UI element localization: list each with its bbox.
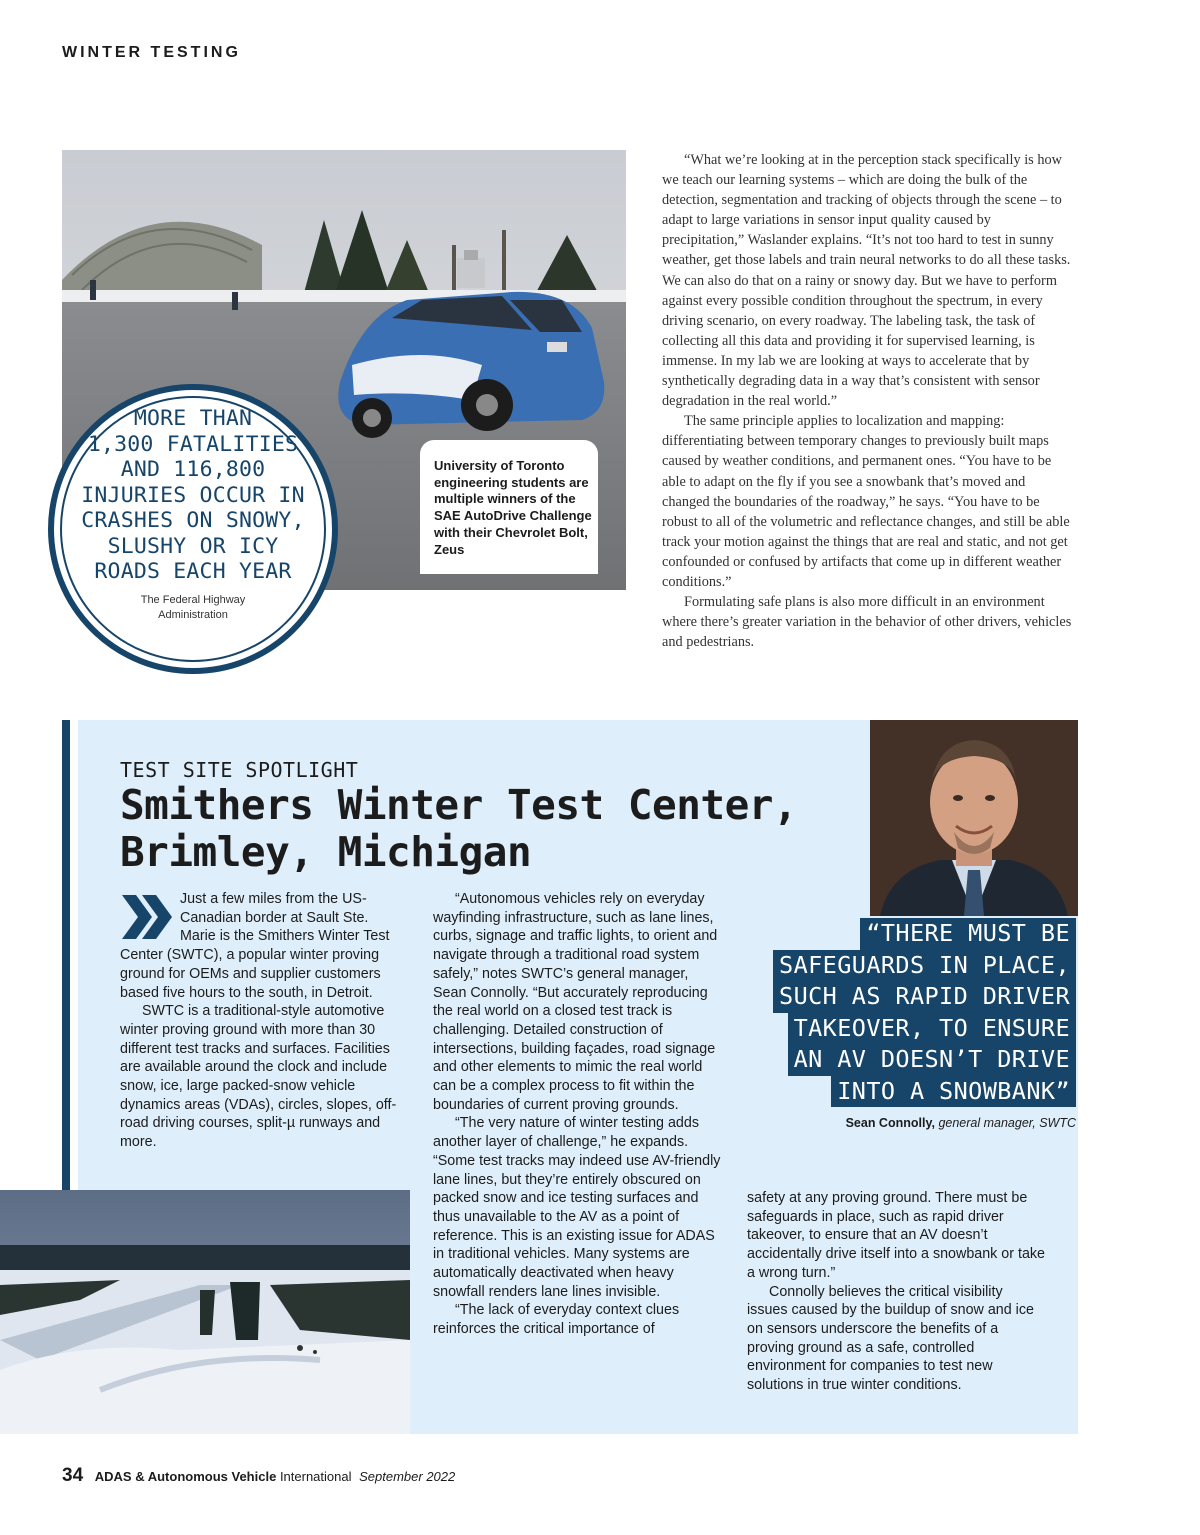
paragraph: “What we’re looking at in the perception stack specifically is how we teach our learning systems – which are doing the bulk of the detection, segmentation and tracking of objects through the scene – to adapt to large variations in sensor input quality caused by precipitation,” Waslander explains. “It’s not too hard to test in sunny weather, get those labels and train neural networks to do all these tasks. We can also do that on a rainy or snowy day. But we have to perform against every possible condition throughout the spectrum, in every driving scenario, on every roadway. The labeling task, the task of collecting all this data and providing it for supervised learning, is immense. In my lab we are looking at ways to accelerate that by synthetically degrading data in a way that’s consistent with sensor degradation in the real world.” — [662, 152, 1071, 410]
paragraph: The same principle applies to localization and mapping: differentiating between temporary changes to previously built maps caused by weather conditions, and permanent ones. “You have to be able to adapt on the fly if you see a snowbank that’s moved and changed the boundaries of the roadway,” he says. “You have to be robust to all of the volumetric and reflectance changes, and still be able track your motion against the things that are real and static, and not get confounded or confused by artifacts that come up in different weather conditions.” — [662, 413, 1070, 590]
stat-callout-text — [64, 406, 322, 585]
paragraph: “The lack of everyday context clues reinforces the critical importance of — [433, 1302, 680, 1338]
spotlight-column-3 — [747, 1189, 1047, 1395]
publication-name: ADAS & Autonomous Vehicle — [94, 1469, 277, 1484]
stat-source: The Federal Highway Administration — [140, 594, 246, 621]
publication-suffix: International — [279, 1469, 352, 1484]
photo-caption-box — [420, 440, 598, 574]
section-header: WINTER TESTING — [62, 44, 241, 61]
spotlight-headline — [120, 782, 840, 876]
pull-quote-line: AN AV DOESN’T DRIVE — [788, 1044, 1076, 1076]
paragraph: Formulating safe plans is also more difficult in an environment where there’s greater variation in the behavior of other drivers, vehicles and pedestrians. — [662, 594, 1072, 651]
article-column-top — [662, 150, 1076, 652]
spotlight-kicker: TEST SITE SPOTLIGHT — [120, 758, 359, 782]
pull-quote — [773, 918, 1076, 1107]
headline-line: Smithers Winter Test Center, — [120, 781, 798, 829]
spotlight-column-1 — [120, 890, 398, 1152]
stat-line: SLUSHY OR ICY — [107, 533, 279, 559]
stat-line: ROADS EACH YEAR — [94, 559, 292, 584]
page-footer — [62, 1465, 455, 1487]
quote-attribution — [846, 1116, 1076, 1130]
page-number: 34 — [62, 1465, 84, 1486]
paragraph: Connolly believes the critical visibility issues caused by the buildup of snow and ice on sensors underscore the benefits of a proving ground as a safe, controlled environment for companies to test new solutions in true winter conditions. — [747, 1283, 1034, 1394]
pull-quote-line: SUCH AS RAPID DRIVER — [773, 981, 1076, 1013]
paragraph: SWTC is a traditional-style automotive winter proving ground with more than 30 different test tracks and surfaces. Facilities are available around the clock and include snow, ice, large packed-snow vehicle dynamics areas (VDAs), circles, slopes, off-road driving courses, split-µ runways and more. — [120, 1003, 397, 1151]
stat-line: AND 116,800 — [120, 457, 266, 482]
quote-role: general manager, SWTC — [938, 1116, 1076, 1130]
paragraph: “The very nature of winter testing adds another layer of challenge,” he expands. “Some test tracks may indeed use AV-friendly lane lines, but they’re entirely obscured on packed snow and ice testing surfaces and thus unavailable to the AV as a point of reference. This is an existing issue for ADAS in traditional vehicles. Many systems are automatically deactivated when heavy snowfall renders lane lines invisible. — [433, 1115, 721, 1300]
pull-quote-line: INTO A SNOWBANK” — [831, 1076, 1076, 1108]
portrait-photo — [870, 720, 1078, 916]
issue-date: September 2022 — [359, 1469, 456, 1484]
stat-line: CRASHES ON SNOWY, — [81, 508, 305, 533]
spotlight-column-2 — [433, 890, 725, 1339]
aerial-test-track-photo — [0, 1190, 410, 1434]
stat-line: 1,300 FATALITIES — [87, 431, 299, 457]
paragraph: Just a few miles from the US-Canadian border at Sault Ste. Marie is the Smithers Winter Test Center (SWTC), a popular winter proving ground for OEMs and supplier customers based five hours to the south, in Detroit. — [120, 891, 390, 1001]
paragraph: safety at any proving ground. There must be safeguards in place, such as rapid driver takeover, to ensure that an AV doesn’t accidentally drive itself into a snowbank or take a wrong turn.” — [747, 1190, 1046, 1281]
pull-quote-line: TAKEOVER, TO ENSURE — [788, 1013, 1076, 1045]
stat-line: INJURIES OCCUR IN — [81, 482, 305, 508]
pull-quote-line: “THERE MUST BE — [860, 918, 1076, 950]
paragraph: “Autonomous vehicles rely on everyday wayfinding infrastructure, such as lane lines, curbs, signage and traffic lights, to orient and navigate through a traditional road system safely,” notes SWTC’s general manager, Sean Connolly. “But accurately reproducing the real world on a closed test track is challenging. Detailed construction of intersections, building façades, road signage and other elements to mimic the real world can be a complex process to fit within the boundaries of current proving grounds. — [433, 891, 718, 1113]
stat-line: MORE THAN — [133, 406, 253, 431]
photo-caption: University of Toronto engineering students are multiple winners of the SAE AutoDrive Challenge with their Chevrolet Bolt, Zeus — [434, 458, 592, 557]
headline-line: Brimley, Michigan — [120, 828, 532, 876]
quote-name: Sean Connolly, — [845, 1116, 935, 1130]
pull-quote-line: SAFEGUARDS IN PLACE, — [773, 950, 1076, 982]
